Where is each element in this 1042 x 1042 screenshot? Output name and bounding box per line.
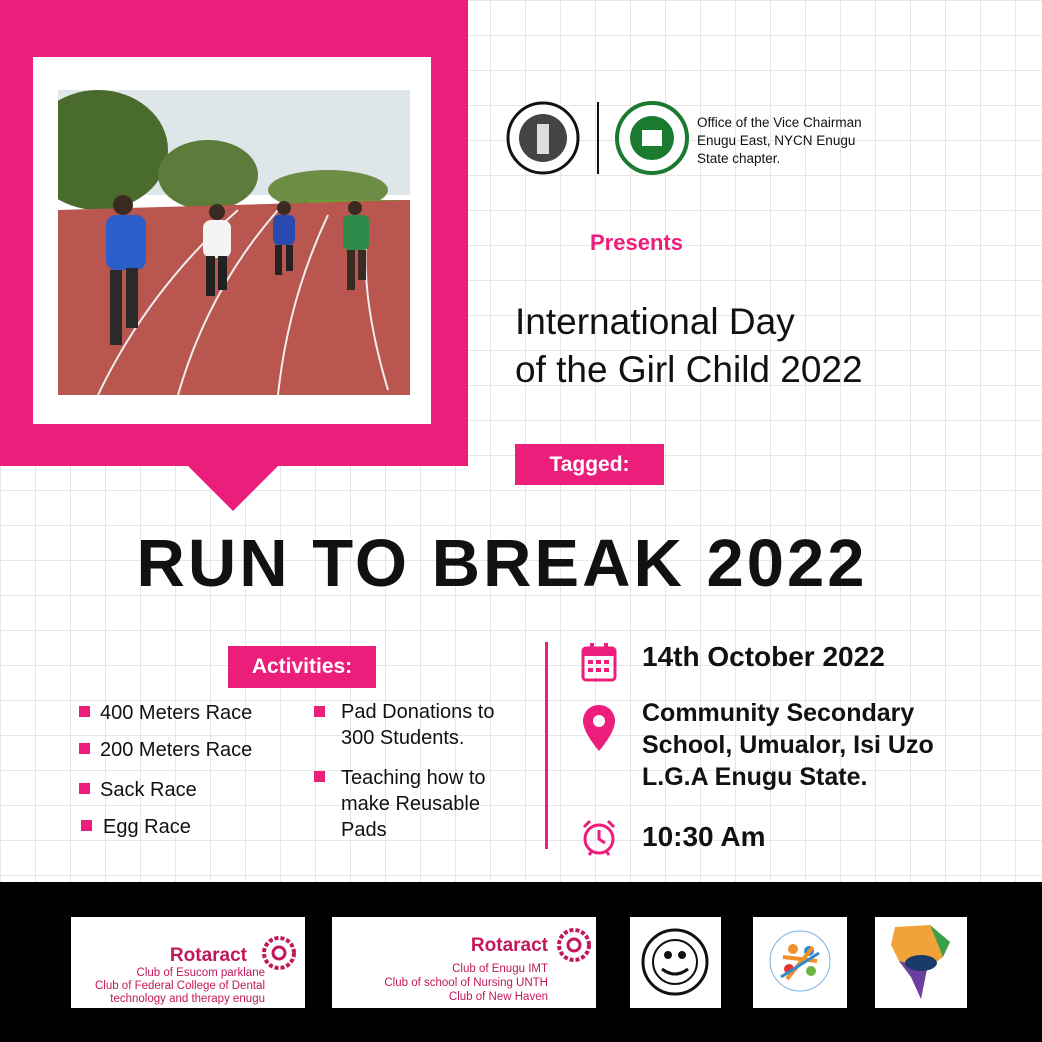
activity-item: 200 Meters Race (100, 739, 253, 761)
location-pin-icon (582, 703, 616, 753)
partner-logos (505, 100, 695, 176)
sponsor-line: technology and therapy enugu (110, 993, 265, 1005)
bullet-icon (314, 771, 325, 782)
event-venue-line: School, Umualor, Isi Uzo (642, 731, 934, 759)
sponsor-map-logo (875, 917, 967, 1008)
bullet-icon (79, 743, 90, 754)
sponsor-title: Rotaract (169, 945, 247, 966)
map-logo-icon (875, 917, 967, 1008)
sponsor-rotaract-1 (71, 917, 305, 1008)
rotary-wheel-icon (556, 927, 592, 963)
town-crier-logo (505, 100, 695, 176)
circular-logo-icon (630, 917, 721, 1008)
bullet-icon (314, 706, 325, 717)
divider (545, 642, 548, 849)
presents-label: Presents (590, 230, 683, 255)
organizer-text (697, 114, 927, 168)
activity-item: Pad Donations to (341, 701, 495, 723)
sponsor-line: Club of school of Nursing UNTH (384, 977, 548, 989)
headline: RUN TO BREAK 2022 (136, 526, 868, 601)
sponsor-title: Rotaract (470, 935, 548, 956)
bullet-icon (81, 820, 92, 831)
alarm-clock-icon (581, 818, 617, 858)
sponsor-line: Club of Enugu IMT (452, 963, 548, 975)
runners-photo (58, 90, 410, 395)
sponsor-line: Club of New Haven (448, 991, 548, 1003)
sponsor-line: Club of Federal College of Dental (94, 980, 265, 992)
event-venue-line: Community Secondary (642, 699, 915, 727)
activities-badge: Activities: (228, 646, 376, 688)
photo-pointer (187, 465, 279, 511)
activity-item: Sack Race (100, 779, 197, 801)
sponsor-rotaract-2 (332, 917, 596, 1008)
activity-item: Egg Race (103, 816, 191, 838)
bullet-icon (79, 706, 90, 717)
activity-item: 300 Students. (341, 727, 465, 749)
sponsor-line: Club of Esucom parklane (136, 967, 265, 979)
sponsor-logo-3 (630, 917, 721, 1008)
event-title-line: International Day (515, 301, 795, 342)
event-venue (642, 697, 934, 793)
activity-item: make Reusable (341, 793, 480, 815)
tagged-badge: Tagged: (515, 444, 664, 485)
sponsor-every-child-is-a-star (753, 917, 847, 1008)
event-title (515, 298, 985, 394)
star-children-icon (753, 917, 847, 1008)
activity-item: Teaching how to (341, 767, 486, 789)
bullet-icon (79, 783, 90, 794)
event-time: 10:30 Am (642, 821, 766, 852)
calendar-icon (581, 642, 617, 682)
event-title-line: of the Girl Child 2022 (515, 349, 863, 390)
activity-item: 400 Meters Race (100, 702, 253, 724)
organizer-line: Enugu East, NYCN Enugu (697, 133, 856, 148)
event-venue-line: L.G.A Enugu State. (642, 763, 868, 791)
organizer-line: State chapter. (697, 151, 781, 166)
activity-item: Pads (341, 819, 387, 841)
event-date: 14th October 2022 (642, 641, 885, 672)
rotary-wheel-icon (261, 935, 297, 971)
organizer-line: Office of the Vice Chairman (697, 115, 862, 130)
